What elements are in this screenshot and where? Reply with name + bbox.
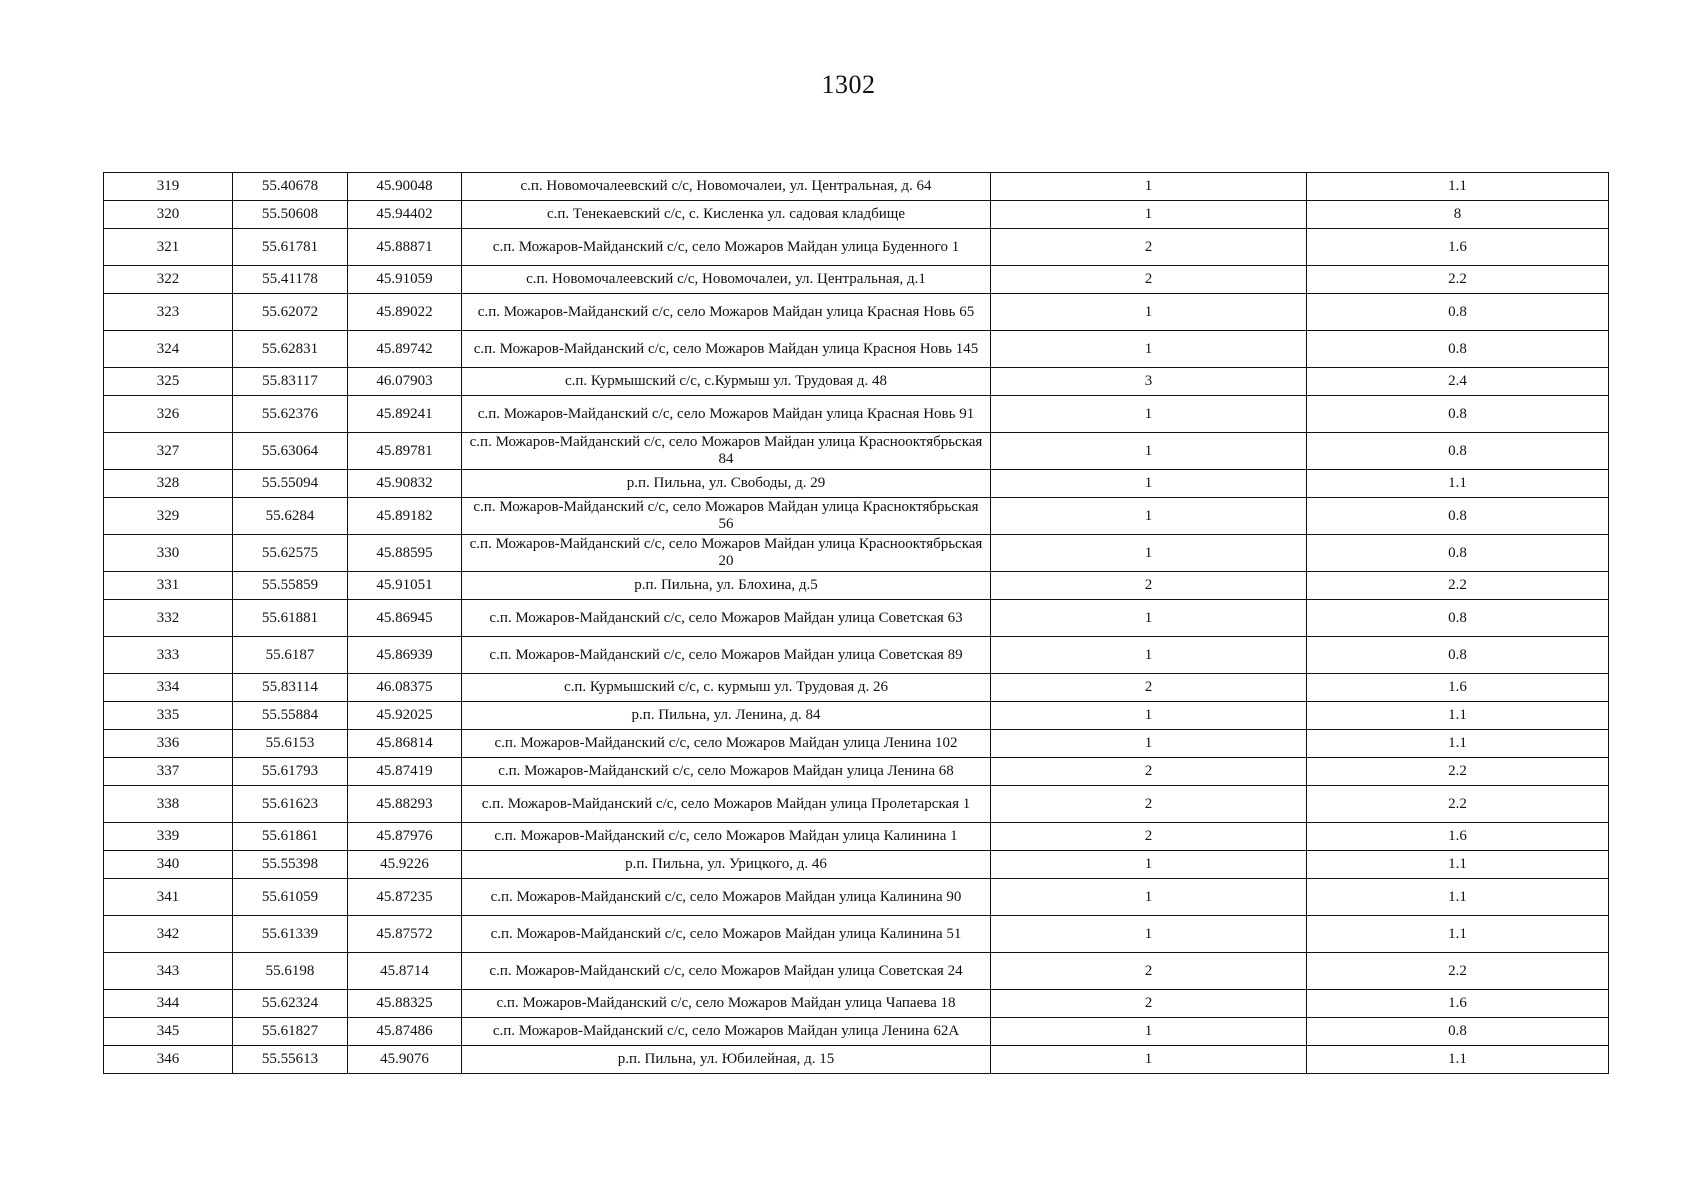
table-row	[104, 879, 1609, 916]
address-cell: с.п. Можаров-Майданский с/с, село Можаров Майдан улица Красная Новь 65	[462, 294, 991, 331]
address-cell: р.п. Пильна, ул. Юбилейная, д. 15	[462, 1046, 991, 1074]
count-cell: 1	[991, 730, 1307, 758]
count-cell: 1	[991, 600, 1307, 637]
latitude-cell: 55.50608	[233, 201, 348, 229]
address-cell: р.п. Пильна, ул. Блохина, д.5	[462, 572, 991, 600]
longitude-cell: 46.08375	[348, 674, 462, 702]
longitude-cell: 45.89241	[348, 396, 462, 433]
count-cell: 1	[991, 535, 1307, 572]
row-number-cell: 322	[104, 266, 233, 294]
latitude-cell: 55.62376	[233, 396, 348, 433]
count-cell: 2	[991, 990, 1307, 1018]
count-cell: 1	[991, 433, 1307, 470]
page-number: 1302	[821, 70, 876, 99]
count-cell: 1	[991, 637, 1307, 674]
count-cell: 2	[991, 674, 1307, 702]
table-row	[104, 953, 1609, 990]
row-number-cell: 324	[104, 331, 233, 368]
data-table	[103, 172, 1609, 1074]
address-cell: с.п. Можаров-Майданский с/с, село Можаров Майдан улица Советская 89	[462, 637, 991, 674]
count-cell: 1	[991, 879, 1307, 916]
table-row	[104, 916, 1609, 953]
value-cell: 1.1	[1307, 916, 1609, 953]
value-cell: 1.6	[1307, 229, 1609, 266]
longitude-cell: 45.90048	[348, 173, 462, 201]
address-cell: с.п. Можаров-Майданский с/с, село Можаров Майдан улица Красная Новь 91	[462, 396, 991, 433]
address-cell: с.п. Можаров-Майданский с/с, село Можаров Майдан улица Красноктябрьская 56	[462, 498, 991, 535]
longitude-cell: 45.87419	[348, 758, 462, 786]
table-row	[104, 368, 1609, 396]
count-cell: 2	[991, 823, 1307, 851]
longitude-cell: 45.86814	[348, 730, 462, 758]
longitude-cell: 46.07903	[348, 368, 462, 396]
longitude-cell: 45.88293	[348, 786, 462, 823]
table-row	[104, 990, 1609, 1018]
address-cell: с.п. Новомочалеевский с/с, Новомочалеи, ул. Центральная, д.1	[462, 266, 991, 294]
address-cell: с.п. Новомочалеевский с/с, Новомочалеи, ул. Центральная, д. 64	[462, 173, 991, 201]
value-cell: 0.8	[1307, 396, 1609, 433]
row-number-cell: 325	[104, 368, 233, 396]
address-cell: с.п. Можаров-Майданский с/с, село Можаров Майдан улица Чапаева 18	[462, 990, 991, 1018]
row-number-cell: 320	[104, 201, 233, 229]
row-number-cell: 337	[104, 758, 233, 786]
count-cell: 2	[991, 758, 1307, 786]
table-row	[104, 498, 1609, 535]
table-row	[104, 600, 1609, 637]
table-row	[104, 331, 1609, 368]
latitude-cell: 55.63064	[233, 433, 348, 470]
latitude-cell: 55.41178	[233, 266, 348, 294]
value-cell: 1.6	[1307, 823, 1609, 851]
longitude-cell: 45.9226	[348, 851, 462, 879]
address-cell: с.п. Можаров-Майданский с/с, село Можаров Майдан улица Советская 63	[462, 600, 991, 637]
latitude-cell: 55.61623	[233, 786, 348, 823]
longitude-cell: 45.89781	[348, 433, 462, 470]
value-cell: 1.1	[1307, 879, 1609, 916]
table-row	[104, 851, 1609, 879]
latitude-cell: 55.61059	[233, 879, 348, 916]
row-number-cell: 330	[104, 535, 233, 572]
table-row	[104, 730, 1609, 758]
value-cell: 0.8	[1307, 498, 1609, 535]
count-cell: 1	[991, 173, 1307, 201]
latitude-cell: 55.55884	[233, 702, 348, 730]
latitude-cell: 55.6198	[233, 953, 348, 990]
table-row	[104, 470, 1609, 498]
table-row	[104, 201, 1609, 229]
latitude-cell: 55.55859	[233, 572, 348, 600]
longitude-cell: 45.87572	[348, 916, 462, 953]
table-row	[104, 396, 1609, 433]
latitude-cell: 55.62575	[233, 535, 348, 572]
value-cell: 1.1	[1307, 851, 1609, 879]
address-cell: с.п. Курмышский с/с, с. курмыш ул. Трудовая д. 26	[462, 674, 991, 702]
table-row	[104, 229, 1609, 266]
address-cell: р.п. Пильна, ул. Свободы, д. 29	[462, 470, 991, 498]
longitude-cell: 45.91059	[348, 266, 462, 294]
table-body	[104, 173, 1609, 1074]
count-cell: 3	[991, 368, 1307, 396]
latitude-cell: 55.62072	[233, 294, 348, 331]
value-cell: 1.1	[1307, 1046, 1609, 1074]
table-row	[104, 637, 1609, 674]
address-cell: с.п. Можаров-Майданский с/с, село Можаров Майдан улица Калинина 1	[462, 823, 991, 851]
latitude-cell: 55.40678	[233, 173, 348, 201]
row-number-cell: 341	[104, 879, 233, 916]
latitude-cell: 55.62324	[233, 990, 348, 1018]
count-cell: 2	[991, 572, 1307, 600]
row-number-cell: 343	[104, 953, 233, 990]
value-cell: 1.6	[1307, 990, 1609, 1018]
latitude-cell: 55.61861	[233, 823, 348, 851]
longitude-cell: 45.9076	[348, 1046, 462, 1074]
latitude-cell: 55.61881	[233, 600, 348, 637]
row-number-cell: 329	[104, 498, 233, 535]
latitude-cell: 55.61827	[233, 1018, 348, 1046]
longitude-cell: 45.90832	[348, 470, 462, 498]
address-cell: с.п. Тенекаевский с/с, с. Кисленка ул. садовая кладбище	[462, 201, 991, 229]
table-row	[104, 702, 1609, 730]
row-number-cell: 345	[104, 1018, 233, 1046]
table-row	[104, 535, 1609, 572]
longitude-cell: 45.88595	[348, 535, 462, 572]
table-row	[104, 294, 1609, 331]
row-number-cell: 331	[104, 572, 233, 600]
table-row	[104, 433, 1609, 470]
count-cell: 2	[991, 786, 1307, 823]
latitude-cell: 55.61339	[233, 916, 348, 953]
row-number-cell: 326	[104, 396, 233, 433]
value-cell: 0.8	[1307, 294, 1609, 331]
table-row	[104, 1046, 1609, 1074]
longitude-cell: 45.87976	[348, 823, 462, 851]
address-cell: с.п. Можаров-Майданский с/с, село Можаров Майдан улица Красноя Новь 145	[462, 331, 991, 368]
address-cell: с.п. Можаров-Майданский с/с, село Можаров Майдан улица Калинина 90	[462, 879, 991, 916]
value-cell: 2.2	[1307, 758, 1609, 786]
address-cell: с.п. Можаров-Майданский с/с, село Можаров Майдан улица Ленина 68	[462, 758, 991, 786]
address-cell: р.п. Пильна, ул. Урицкого, д. 46	[462, 851, 991, 879]
count-cell: 1	[991, 916, 1307, 953]
value-cell: 0.8	[1307, 1018, 1609, 1046]
latitude-cell: 55.55613	[233, 1046, 348, 1074]
count-cell: 2	[991, 229, 1307, 266]
row-number-cell: 323	[104, 294, 233, 331]
count-cell: 1	[991, 498, 1307, 535]
address-cell: с.п. Можаров-Майданский с/с, село Можаров Майдан улица Советская 24	[462, 953, 991, 990]
longitude-cell: 45.87486	[348, 1018, 462, 1046]
row-number-cell: 328	[104, 470, 233, 498]
row-number-cell: 319	[104, 173, 233, 201]
count-cell: 1	[991, 470, 1307, 498]
longitude-cell: 45.89022	[348, 294, 462, 331]
latitude-cell: 55.61781	[233, 229, 348, 266]
count-cell: 2	[991, 953, 1307, 990]
table-row	[104, 266, 1609, 294]
count-cell: 1	[991, 851, 1307, 879]
count-cell: 1	[991, 331, 1307, 368]
row-number-cell: 321	[104, 229, 233, 266]
row-number-cell: 338	[104, 786, 233, 823]
count-cell: 1	[991, 1018, 1307, 1046]
count-cell: 1	[991, 1046, 1307, 1074]
row-number-cell: 335	[104, 702, 233, 730]
value-cell: 2.2	[1307, 572, 1609, 600]
address-cell: с.п. Можаров-Майданский с/с, село Можаров Майдан улица Пролетарская 1	[462, 786, 991, 823]
count-cell: 2	[991, 266, 1307, 294]
table-row	[104, 823, 1609, 851]
longitude-cell: 45.8714	[348, 953, 462, 990]
latitude-cell: 55.6153	[233, 730, 348, 758]
row-number-cell: 339	[104, 823, 233, 851]
address-cell: с.п. Можаров-Майданский с/с, село Можаров Майдан улица Калинина 51	[462, 916, 991, 953]
latitude-cell: 55.6187	[233, 637, 348, 674]
table-row	[104, 1018, 1609, 1046]
value-cell: 1.1	[1307, 730, 1609, 758]
longitude-cell: 45.94402	[348, 201, 462, 229]
address-cell: с.п. Можаров-Майданский с/с, село Можаров Майдан улица Ленина 102	[462, 730, 991, 758]
longitude-cell: 45.89182	[348, 498, 462, 535]
latitude-cell: 55.83117	[233, 368, 348, 396]
row-number-cell: 334	[104, 674, 233, 702]
row-number-cell: 344	[104, 990, 233, 1018]
value-cell: 0.8	[1307, 331, 1609, 368]
address-cell: с.п. Курмышский с/с, с.Курмыш ул. Трудовая д. 48	[462, 368, 991, 396]
value-cell: 2.2	[1307, 953, 1609, 990]
value-cell: 8	[1307, 201, 1609, 229]
row-number-cell: 336	[104, 730, 233, 758]
longitude-cell: 45.86945	[348, 600, 462, 637]
value-cell: 0.8	[1307, 600, 1609, 637]
value-cell: 1.6	[1307, 674, 1609, 702]
address-cell: р.п. Пильна, ул. Ленина, д. 84	[462, 702, 991, 730]
longitude-cell: 45.86939	[348, 637, 462, 674]
table-row	[104, 674, 1609, 702]
latitude-cell: 55.83114	[233, 674, 348, 702]
table-row	[104, 786, 1609, 823]
count-cell: 1	[991, 294, 1307, 331]
longitude-cell: 45.88871	[348, 229, 462, 266]
longitude-cell: 45.88325	[348, 990, 462, 1018]
address-cell: с.п. Можаров-Майданский с/с, село Можаров Майдан улица Ленина 62А	[462, 1018, 991, 1046]
value-cell: 2.2	[1307, 266, 1609, 294]
address-cell: с.п. Можаров-Майданский с/с, село Можаров Майдан улица Краснооктябрьская 20	[462, 535, 991, 572]
value-cell: 1.1	[1307, 173, 1609, 201]
table-row	[104, 572, 1609, 600]
longitude-cell: 45.87235	[348, 879, 462, 916]
table-row	[104, 758, 1609, 786]
row-number-cell: 327	[104, 433, 233, 470]
latitude-cell: 55.6284	[233, 498, 348, 535]
latitude-cell: 55.55398	[233, 851, 348, 879]
longitude-cell: 45.89742	[348, 331, 462, 368]
latitude-cell: 55.62831	[233, 331, 348, 368]
value-cell: 1.1	[1307, 702, 1609, 730]
table-row	[104, 173, 1609, 201]
count-cell: 1	[991, 201, 1307, 229]
value-cell: 1.1	[1307, 470, 1609, 498]
count-cell: 1	[991, 396, 1307, 433]
row-number-cell: 342	[104, 916, 233, 953]
row-number-cell: 346	[104, 1046, 233, 1074]
value-cell: 0.8	[1307, 535, 1609, 572]
value-cell: 0.8	[1307, 433, 1609, 470]
row-number-cell: 340	[104, 851, 233, 879]
value-cell: 2.2	[1307, 786, 1609, 823]
value-cell: 0.8	[1307, 637, 1609, 674]
address-cell: с.п. Можаров-Майданский с/с, село Можаров Майдан улица Краснооктябрьская 84	[462, 433, 991, 470]
address-cell: с.п. Можаров-Майданский с/с, село Можаров Майдан улица Буденного 1	[462, 229, 991, 266]
longitude-cell: 45.92025	[348, 702, 462, 730]
count-cell: 1	[991, 702, 1307, 730]
latitude-cell: 55.61793	[233, 758, 348, 786]
row-number-cell: 333	[104, 637, 233, 674]
value-cell: 2.4	[1307, 368, 1609, 396]
row-number-cell: 332	[104, 600, 233, 637]
longitude-cell: 45.91051	[348, 572, 462, 600]
latitude-cell: 55.55094	[233, 470, 348, 498]
